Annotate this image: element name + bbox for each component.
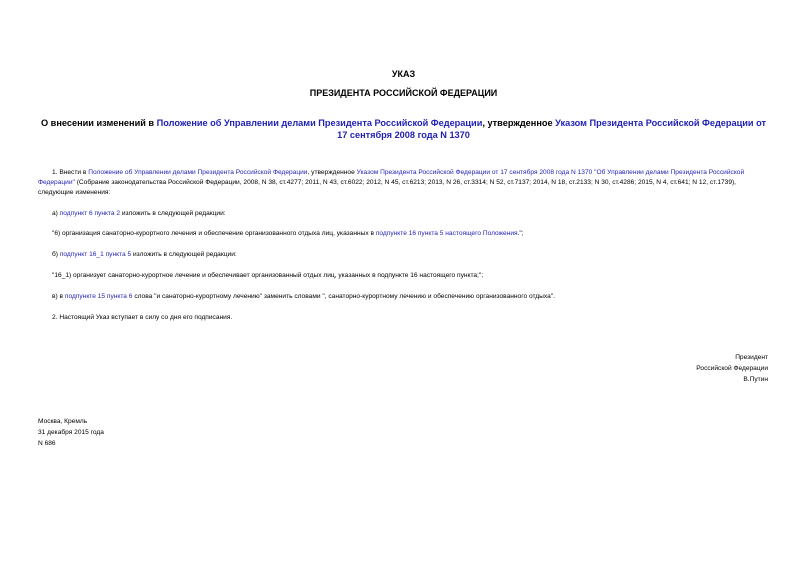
pb-link[interactable]: подпункт 16_1 пункта 5	[59, 251, 132, 258]
paragraph-b	[38, 250, 773, 260]
signature-name: В.Путин	[743, 376, 768, 383]
pa-text-2: изложить в следующей редакции:	[120, 210, 226, 217]
title-link-regulation[interactable]: Положение об Управлении делами Президента Российской Федерации	[156, 118, 483, 128]
paragraph-a-quote	[38, 229, 773, 239]
p1-text-2: , утвержденное	[307, 169, 357, 176]
pa-text-1: а)	[52, 210, 60, 217]
signature-country: Российской Федерации	[696, 365, 768, 372]
p1-link-regulation[interactable]: Положение об Управлении делами Президента Российской Федерации	[88, 169, 308, 176]
pb-text-1: б)	[52, 251, 60, 258]
decree-heading: УКАЗ	[391, 69, 416, 79]
place-date-block	[38, 416, 104, 449]
title-text-1: О внесении изменений в	[40, 118, 157, 128]
paragraph-a	[38, 209, 773, 219]
p1-link-decree[interactable]: Указом Президента Российской Федерации от 17 сентября 2008 года N 1370 "Об Управлении делами Президента Российской Федерации"	[38, 169, 745, 186]
title-link-decree[interactable]: Указом Президента Российской Федерации от 17 сентября 2008 года N 1370	[337, 118, 767, 140]
paragraph-b-quote: "16_1) организует санаторно-курортное лечение и обеспечивает организованный отдых лиц, указанных в подпункте 16 настоящего пункта;";	[52, 272, 484, 279]
pb-text-2: изложить в следующей редакции:	[131, 251, 237, 258]
paragraph-2: 2. Настоящий Указ вступает в силу со дня его подписания.	[52, 314, 233, 321]
p1-text-1: 1. Внести в	[52, 169, 89, 176]
p1-text-3: (Собрание законодательства Российской Федерации, 2008, N 38, ст.4277; 2011, N 43, ст.6022; 2012, N 45, ст.6213; 2013, N 26, ст.3314; N 52, ст.7137; 2014, N 18, ст.2133; N 30, ст.4286; 2015, N 4, ст.641; N 12, ст.1739), следующие изменения:	[38, 179, 737, 196]
pa-quote-text-2: .";	[517, 230, 524, 237]
pa-quote-text-1: "6) организация санаторно-курортного лечения и обеспечение организованного отдыха лиц, указанных в	[52, 230, 376, 237]
title-text-2: , утвержденное	[482, 118, 556, 128]
document-title	[40, 117, 767, 141]
pc-text-2: слова "и санаторно-курортному лечению" заменить словами ", санаторно-курортному лечению и обеспечению организованного отдыха".	[132, 293, 555, 300]
paragraph-c	[38, 292, 773, 302]
signature-block	[696, 352, 768, 385]
place: Москва, Кремль	[38, 418, 88, 425]
signature-title: Президент	[735, 354, 768, 361]
issuer-heading: ПРЕЗИДЕНТА РОССИЙСКОЙ ФЕДЕРАЦИИ	[309, 88, 498, 98]
paragraph-1	[38, 168, 773, 198]
date: 31 декабря 2015 года	[38, 429, 104, 436]
decree-number: N 686	[38, 440, 56, 447]
pc-link[interactable]: подпункте 15 пункта 6	[64, 293, 133, 300]
pc-text-1: в) в	[52, 293, 65, 300]
pa-link[interactable]: подпункт 6 пункта 2	[59, 210, 121, 217]
pa-quote-link[interactable]: подпункте 16 пункта 5 настоящего Положения	[375, 230, 518, 237]
